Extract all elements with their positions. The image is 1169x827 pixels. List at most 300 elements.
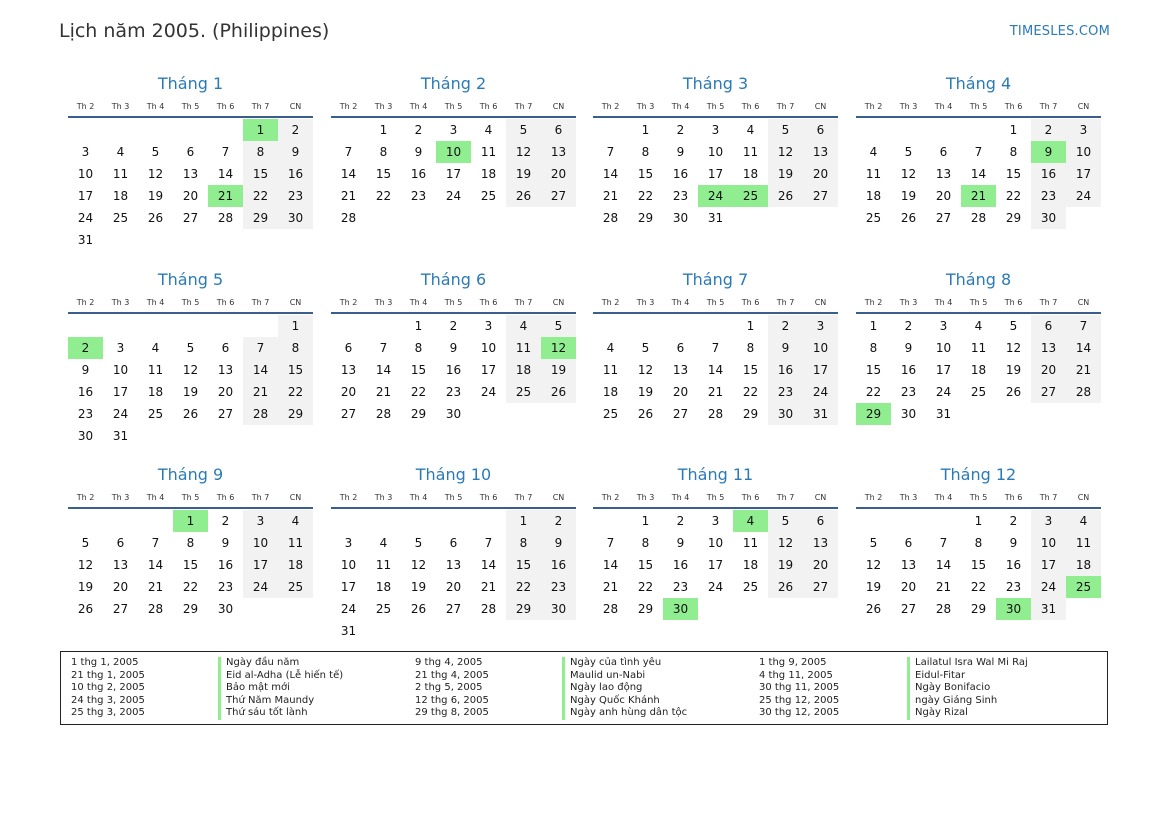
day-cell: 19 [77, 580, 94, 594]
empty-cell [331, 119, 366, 141]
weekday-label: Th 7 [1039, 102, 1058, 111]
day-cell: 27 [803, 185, 838, 207]
month-block [68, 270, 313, 447]
empty-cell [961, 119, 996, 141]
day-cell: 16 [410, 167, 427, 181]
day-cell: 7 [974, 145, 983, 159]
day-cell: 27 [935, 211, 952, 225]
empty-cell [68, 315, 103, 337]
day-cell: 4 [151, 341, 160, 355]
weekday-label: Th 5 [181, 102, 200, 111]
day-cell: 29 [742, 407, 759, 421]
day-cell: 14 [375, 363, 392, 377]
day-cell: 22 [742, 385, 759, 399]
day-cell: 29 [970, 602, 987, 616]
day-cell: 7 [606, 536, 615, 550]
weekday-label: Th 2 [601, 298, 620, 307]
day-cell: 8 [641, 145, 650, 159]
day-cell: 15 [742, 363, 759, 377]
holiday-day-cell: 30 [663, 598, 698, 620]
weekday-header [331, 101, 576, 118]
day-cell: 12 [865, 558, 882, 572]
month-block [593, 270, 838, 425]
weekday-label: Th 7 [514, 493, 533, 502]
day-cell: 9 [541, 532, 576, 554]
day-cell: 12 [637, 363, 654, 377]
day-cell: 10 [707, 145, 724, 159]
day-cell: 5 [541, 315, 576, 337]
day-cell: 7 [221, 145, 230, 159]
site-link[interactable]: TIMESLES.COM [1009, 24, 1110, 39]
day-cell: 15 [637, 558, 654, 572]
weekday-label: Th 7 [251, 102, 270, 111]
day-cell: 22 [375, 189, 392, 203]
day-cell: 19 [1005, 363, 1022, 377]
day-cell: 16 [1031, 163, 1066, 185]
day-cell: 16 [217, 558, 234, 572]
day-cell: 23 [768, 381, 803, 403]
day-cell: 31 [935, 407, 952, 421]
weekday-header [68, 297, 313, 314]
day-cell: 3 [939, 319, 948, 333]
empty-cell [891, 510, 926, 532]
day-cell: 13 [1031, 337, 1066, 359]
weekday-label: Th 7 [776, 298, 795, 307]
day-cell: 9 [278, 141, 313, 163]
day-cell: 28 [970, 211, 987, 225]
day-cell: 21 [935, 580, 952, 594]
holiday-day-cell: 1 [243, 119, 278, 141]
weekday-label: Th 5 [444, 102, 463, 111]
month-title: Tháng 2 [420, 74, 487, 93]
month-block [331, 74, 576, 229]
day-cell: 3 [803, 315, 838, 337]
day-grid [856, 510, 1101, 620]
empty-cell [628, 315, 663, 337]
day-cell: 24 [340, 602, 357, 616]
weekday-label: Th 2 [76, 298, 95, 307]
weekday-label: CN [814, 298, 827, 307]
day-cell: 13 [541, 141, 576, 163]
day-cell: 29 [278, 403, 313, 425]
day-cell: 14 [602, 167, 619, 181]
day-cell: 31 [1031, 598, 1066, 620]
day-cell: 20 [803, 163, 838, 185]
day-cell: 25 [970, 385, 987, 399]
day-cell: 8 [379, 145, 388, 159]
day-cell: 13 [112, 558, 129, 572]
weekday-header [331, 297, 576, 314]
day-cell: 15 [278, 359, 313, 381]
legend-date: 9 thg 4, 2005 [415, 657, 483, 668]
day-cell: 3 [484, 319, 493, 333]
empty-cell [103, 315, 138, 337]
day-cell: 2 [1031, 119, 1066, 141]
day-cell: 8 [869, 341, 878, 355]
day-cell: 20 [217, 385, 234, 399]
day-cell: 29 [506, 598, 541, 620]
legend-holiday-name: Eid al-Adha (Lễ hiến tế) [218, 670, 343, 683]
day-cell: 19 [147, 189, 164, 203]
weekday-label: Th 3 [374, 102, 393, 111]
weekday-label: Th 2 [864, 298, 883, 307]
day-grid [593, 510, 838, 620]
day-cell: 18 [112, 189, 129, 203]
day-cell: 30 [77, 429, 94, 443]
day-cell: 7 [711, 341, 720, 355]
day-cell: 24 [935, 385, 952, 399]
day-cell: 12 [506, 141, 541, 163]
day-cell: 29 [637, 211, 654, 225]
day-cell: 1 [641, 514, 650, 528]
month-block [68, 465, 313, 620]
day-grid [856, 119, 1101, 229]
day-cell: 10 [935, 341, 952, 355]
day-cell: 23 [217, 580, 234, 594]
day-cell: 11 [602, 363, 619, 377]
day-cell: 7 [379, 341, 388, 355]
day-cell: 22 [410, 385, 427, 399]
day-cell: 3 [344, 536, 353, 550]
day-cell: 11 [375, 558, 392, 572]
empty-cell [103, 510, 138, 532]
day-cell: 13 [672, 363, 689, 377]
day-cell: 25 [278, 576, 313, 598]
day-cell: 21 [602, 580, 619, 594]
weekday-label: Th 4 [934, 493, 953, 502]
weekday-label: Th 2 [601, 102, 620, 111]
day-cell: 23 [1005, 580, 1022, 594]
month-block [856, 465, 1101, 620]
day-cell: 5 [81, 536, 90, 550]
empty-cell [436, 510, 471, 532]
day-cell: 25 [112, 211, 129, 225]
day-cell: 22 [243, 185, 278, 207]
day-cell: 6 [939, 145, 948, 159]
day-cell: 3 [243, 510, 278, 532]
day-cell: 14 [1066, 337, 1101, 359]
day-cell: 5 [904, 145, 913, 159]
legend-dates-col-3 [759, 657, 839, 720]
day-cell: 14 [217, 167, 234, 181]
day-cell: 10 [340, 558, 357, 572]
month-title: Tháng 9 [157, 465, 224, 484]
weekday-label: Th 5 [706, 298, 725, 307]
day-cell: 1 [974, 514, 983, 528]
day-cell: 24 [77, 211, 94, 225]
day-cell: 21 [147, 580, 164, 594]
day-cell: 28 [243, 403, 278, 425]
legend-holiday-name: Maulid un-Nabi [562, 670, 687, 683]
day-cell: 20 [445, 580, 462, 594]
day-cell: 20 [1031, 359, 1066, 381]
day-cell: 3 [711, 123, 720, 137]
day-cell: 24 [243, 576, 278, 598]
legend-holiday-name: ngày Giáng Sinh [907, 695, 1028, 708]
day-cell: 19 [900, 189, 917, 203]
day-cell: 9 [81, 363, 90, 377]
legend-date: 30 thg 11, 2005 [759, 682, 840, 694]
day-cell: 16 [900, 363, 917, 377]
day-cell: 2 [676, 514, 685, 528]
day-cell: 4 [116, 145, 125, 159]
weekday-header [856, 101, 1101, 118]
day-cell: 16 [445, 363, 462, 377]
empty-cell [138, 315, 173, 337]
day-cell: 13 [935, 167, 952, 181]
day-cell: 6 [221, 341, 230, 355]
legend-holiday-name: Ngày Quốc Khánh [562, 695, 687, 708]
day-cell: 9 [676, 536, 685, 550]
day-cell: 19 [865, 580, 882, 594]
weekday-header [593, 101, 838, 118]
day-cell: 13 [803, 141, 838, 163]
day-cell: 10 [803, 337, 838, 359]
day-cell: 12 [768, 532, 803, 554]
month-title: Tháng 4 [945, 74, 1012, 93]
weekday-label: Th 6 [216, 298, 235, 307]
day-cell: 31 [707, 211, 724, 225]
day-cell: 22 [182, 580, 199, 594]
empty-cell [593, 119, 628, 141]
legend-dates-col-2 [415, 657, 489, 720]
weekday-label: Th 2 [76, 493, 95, 502]
weekday-label: Th 4 [409, 493, 428, 502]
weekday-header [593, 297, 838, 314]
weekday-header [68, 101, 313, 118]
day-cell: 27 [541, 185, 576, 207]
day-cell: 5 [414, 536, 423, 550]
day-cell: 12 [182, 363, 199, 377]
legend-holiday-name: Ngày Rizal [907, 707, 1028, 720]
day-cell: 18 [1066, 554, 1101, 576]
empty-cell [68, 119, 103, 141]
day-cell: 25 [865, 211, 882, 225]
day-cell: 15 [865, 363, 882, 377]
day-cell: 8 [1009, 145, 1018, 159]
day-cell: 15 [1005, 167, 1022, 181]
day-cell: 18 [602, 385, 619, 399]
day-cell: 28 [707, 407, 724, 421]
day-cell: 14 [602, 558, 619, 572]
day-cell: 3 [1031, 510, 1066, 532]
weekday-label: Th 5 [444, 493, 463, 502]
day-cell: 8 [414, 341, 423, 355]
day-cell: 25 [480, 189, 497, 203]
day-cell: 24 [1066, 185, 1101, 207]
day-cell: 8 [243, 141, 278, 163]
day-cell: 24 [480, 385, 497, 399]
day-cell: 8 [506, 532, 541, 554]
day-cell: 1 [278, 315, 313, 337]
month-block [68, 74, 313, 251]
empty-cell [68, 510, 103, 532]
weekday-label: Th 6 [479, 493, 498, 502]
legend-date: 21 thg 4, 2005 [415, 669, 489, 681]
weekday-label: Th 2 [864, 102, 883, 111]
day-cell: 22 [865, 385, 882, 399]
day-cell: 13 [217, 363, 234, 377]
day-cell: 2 [221, 514, 230, 528]
day-cell: 18 [742, 167, 759, 181]
day-cell: 19 [768, 163, 803, 185]
weekday-header [856, 297, 1101, 314]
day-cell: 15 [970, 558, 987, 572]
day-cell: 6 [116, 536, 125, 550]
day-cell: 8 [746, 341, 755, 355]
day-cell: 20 [340, 385, 357, 399]
day-cell: 28 [935, 602, 952, 616]
day-cell: 6 [449, 536, 458, 550]
holiday-day-cell: 25 [733, 185, 768, 207]
empty-cell [891, 119, 926, 141]
day-cell: 5 [1009, 319, 1018, 333]
weekday-label: CN [552, 493, 565, 502]
day-cell: 26 [182, 407, 199, 421]
legend-date: 2 thg 5, 2005 [415, 682, 483, 694]
day-cell: 13 [182, 167, 199, 181]
day-cell: 4 [746, 123, 755, 137]
day-cell: 26 [900, 211, 917, 225]
day-cell: 18 [742, 558, 759, 572]
legend-date: 12 thg 6, 2005 [415, 694, 489, 706]
legend-names-col-2 [562, 657, 687, 720]
day-cell: 16 [672, 558, 689, 572]
weekday-header [593, 492, 838, 509]
day-cell: 26 [77, 602, 94, 616]
weekday-label: Th 7 [1039, 493, 1058, 502]
weekday-label: CN [1077, 298, 1090, 307]
day-cell: 13 [340, 363, 357, 377]
weekday-label: Th 3 [111, 298, 130, 307]
day-cell: 11 [480, 145, 497, 159]
weekday-label: Th 3 [899, 298, 918, 307]
day-cell: 30 [541, 598, 576, 620]
day-cell: 27 [445, 602, 462, 616]
day-cell: 21 [480, 580, 497, 594]
day-cell: 7 [606, 145, 615, 159]
day-cell: 12 [410, 558, 427, 572]
day-cell: 28 [602, 602, 619, 616]
empty-cell [173, 315, 208, 337]
holiday-day-cell: 1 [173, 510, 208, 532]
weekday-label: Th 7 [776, 493, 795, 502]
weekday-label: CN [1077, 102, 1090, 111]
weekday-label: CN [289, 102, 302, 111]
day-cell: 9 [414, 145, 423, 159]
day-cell: 19 [182, 385, 199, 399]
weekday-label: Th 7 [1039, 298, 1058, 307]
day-cell: 27 [900, 602, 917, 616]
weekday-label: CN [552, 298, 565, 307]
holiday-day-cell: 30 [996, 598, 1031, 620]
day-cell: 23 [278, 185, 313, 207]
holiday-day-cell: 12 [541, 337, 576, 359]
day-cell: 25 [147, 407, 164, 421]
day-cell: 23 [900, 385, 917, 399]
day-grid [331, 315, 576, 425]
day-cell: 7 [939, 536, 948, 550]
weekday-label: Th 6 [479, 298, 498, 307]
day-cell: 2 [449, 319, 458, 333]
day-cell: 6 [676, 341, 685, 355]
day-cell: 18 [480, 167, 497, 181]
day-cell: 20 [900, 580, 917, 594]
holiday-day-cell: 21 [208, 185, 243, 207]
day-cell: 31 [803, 403, 838, 425]
day-cell: 20 [935, 189, 952, 203]
day-cell: 8 [641, 536, 650, 550]
day-cell: 3 [449, 123, 458, 137]
weekday-label: Th 5 [181, 298, 200, 307]
weekday-label: Th 6 [216, 493, 235, 502]
day-cell: 22 [637, 580, 654, 594]
weekday-label: Th 6 [479, 102, 498, 111]
day-cell: 4 [974, 319, 983, 333]
holiday-day-cell: 24 [698, 185, 733, 207]
weekday-label: Th 7 [514, 102, 533, 111]
day-cell: 30 [900, 407, 917, 421]
day-cell: 9 [221, 536, 230, 550]
weekday-label: Th 5 [181, 493, 200, 502]
day-cell: 12 [77, 558, 94, 572]
day-cell: 8 [974, 536, 983, 550]
weekday-label: Th 5 [706, 102, 725, 111]
day-cell: 19 [637, 385, 654, 399]
legend-holiday-name: Ngày anh hùng dân tộc [562, 707, 687, 720]
day-cell: 31 [112, 429, 129, 443]
month-title: Tháng 3 [682, 74, 749, 93]
legend-names-col-1 [218, 657, 343, 720]
day-cell: 27 [112, 602, 129, 616]
weekday-label: Th 3 [374, 298, 393, 307]
legend-date: 4 thg 11, 2005 [759, 669, 833, 681]
day-cell: 11 [865, 167, 882, 181]
weekday-label: Th 3 [636, 493, 655, 502]
month-title: Tháng 5 [157, 270, 224, 289]
weekday-label: CN [1077, 493, 1090, 502]
legend-holiday-name: Ngày đầu năm [218, 657, 343, 670]
legend-date: 29 thg 8, 2005 [415, 707, 489, 719]
day-grid [68, 315, 313, 447]
weekday-label: Th 2 [339, 298, 358, 307]
day-cell: 18 [278, 554, 313, 576]
day-cell: 4 [606, 341, 615, 355]
day-cell: 7 [344, 145, 353, 159]
day-cell: 26 [410, 602, 427, 616]
weekday-label: Th 7 [776, 102, 795, 111]
day-cell: 5 [506, 119, 541, 141]
day-cell: 15 [243, 163, 278, 185]
day-cell: 20 [541, 163, 576, 185]
day-cell: 17 [935, 363, 952, 377]
day-cell: 5 [151, 145, 160, 159]
weekday-label: CN [814, 102, 827, 111]
day-cell: 29 [410, 407, 427, 421]
day-cell: 30 [278, 207, 313, 229]
holiday-day-cell: 4 [733, 510, 768, 532]
weekday-label: Th 4 [934, 298, 953, 307]
day-cell: 26 [147, 211, 164, 225]
day-cell: 24 [707, 580, 724, 594]
day-cell: 15 [375, 167, 392, 181]
month-title: Tháng 11 [677, 465, 754, 484]
day-cell: 12 [1005, 341, 1022, 355]
day-cell: 22 [1005, 189, 1022, 203]
day-cell: 18 [506, 359, 541, 381]
weekday-header [856, 492, 1101, 509]
day-cell: 23 [77, 407, 94, 421]
